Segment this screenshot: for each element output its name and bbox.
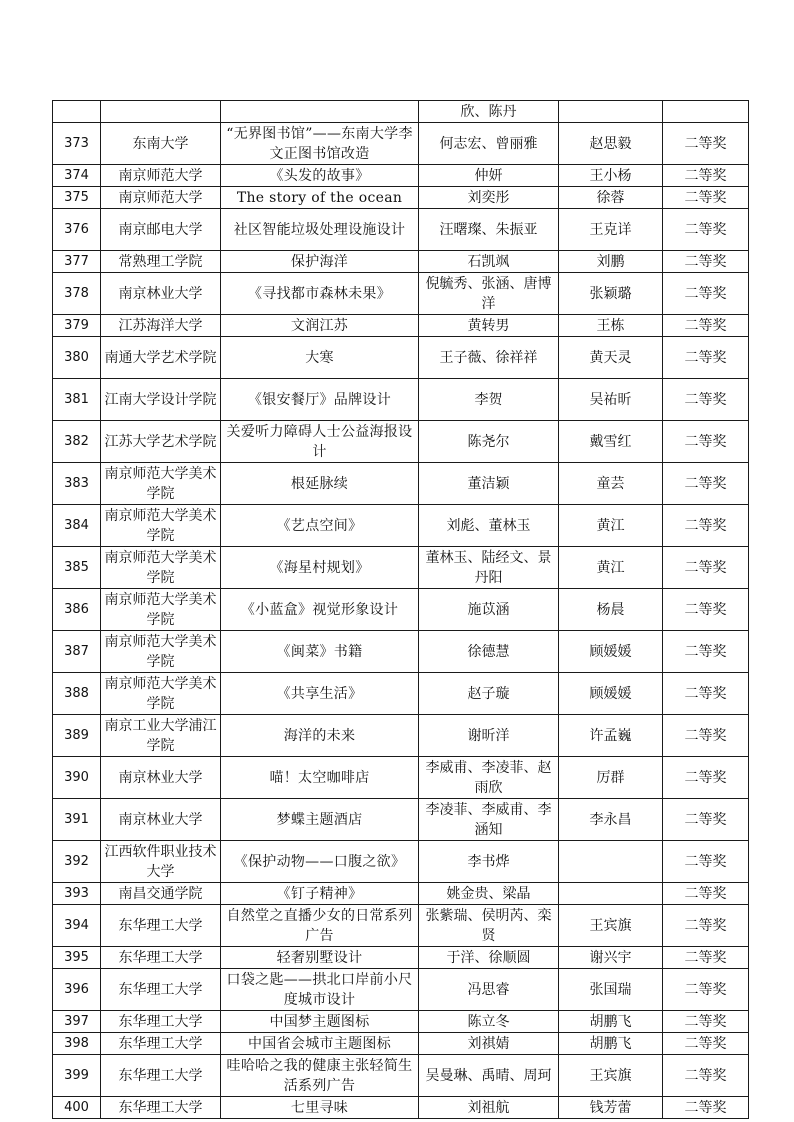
cell-school: 南京师范大学美术学院 <box>101 673 221 715</box>
cell-award: 二等奖 <box>663 187 749 209</box>
cell-advisor: 戴雪红 <box>559 421 663 463</box>
table-row <box>53 165 749 187</box>
cell-work-title: 《艺点空间》 <box>221 505 419 547</box>
cell-school: 江南大学设计学院 <box>101 379 221 421</box>
cell-number: 398 <box>53 1033 101 1055</box>
table-row <box>53 969 749 1011</box>
cell-number <box>53 101 101 123</box>
cell-work-title: 轻奢别墅设计 <box>221 947 419 969</box>
cell-school: 南京师范大学美术学院 <box>101 631 221 673</box>
table-row <box>53 1033 749 1055</box>
cell-work-title: 《共享生活》 <box>221 673 419 715</box>
cell-award: 二等奖 <box>663 883 749 905</box>
cell-authors: 李威甫、李凌菲、赵雨欣 <box>419 757 559 799</box>
cell-advisor: 童芸 <box>559 463 663 505</box>
cell-school: 南京师范大学美术学院 <box>101 463 221 505</box>
cell-school: 南京师范大学 <box>101 187 221 209</box>
cell-number: 395 <box>53 947 101 969</box>
cell-school: 江苏海洋大学 <box>101 315 221 337</box>
table-row <box>53 273 749 315</box>
table-row <box>53 505 749 547</box>
cell-number: 391 <box>53 799 101 841</box>
cell-authors: 于洋、徐顺圆 <box>419 947 559 969</box>
cell-work-title: 七里寻味 <box>221 1097 419 1119</box>
cell-school: 南京师范大学美术学院 <box>101 547 221 589</box>
cell-school: 东南大学 <box>101 123 221 165</box>
cell-award: 二等奖 <box>663 251 749 273</box>
cell-authors: 李贺 <box>419 379 559 421</box>
table-row <box>53 123 749 165</box>
cell-school: 东华理工大学 <box>101 1033 221 1055</box>
cell-award: 二等奖 <box>663 757 749 799</box>
cell-school: 南昌交通学院 <box>101 883 221 905</box>
cell-advisor: 顾媛媛 <box>559 673 663 715</box>
cell-school: 东华理工大学 <box>101 969 221 1011</box>
cell-school: 东华理工大学 <box>101 1011 221 1033</box>
cell-number: 390 <box>53 757 101 799</box>
table-row <box>53 799 749 841</box>
cell-award: 二等奖 <box>663 905 749 947</box>
cell-award: 二等奖 <box>663 673 749 715</box>
cell-work-title: 《海星村规划》 <box>221 547 419 589</box>
table-row <box>53 1097 749 1119</box>
cell-number: 387 <box>53 631 101 673</box>
cell-award: 二等奖 <box>663 165 749 187</box>
award-table <box>52 100 749 1119</box>
cell-number: 376 <box>53 209 101 251</box>
cell-work-title <box>221 101 419 123</box>
cell-advisor: 赵思毅 <box>559 123 663 165</box>
cell-number: 375 <box>53 187 101 209</box>
cell-award: 二等奖 <box>663 123 749 165</box>
cell-school <box>101 101 221 123</box>
table-row <box>53 905 749 947</box>
cell-number: 393 <box>53 883 101 905</box>
table-row <box>53 463 749 505</box>
cell-school: 南京师范大学美术学院 <box>101 589 221 631</box>
table-row-continued <box>53 101 749 123</box>
cell-number: 382 <box>53 421 101 463</box>
cell-school: 南京师范大学 <box>101 165 221 187</box>
cell-advisor: 谢兴宇 <box>559 947 663 969</box>
cell-authors: 仲妍 <box>419 165 559 187</box>
cell-authors: 何志宏、曾丽雅 <box>419 123 559 165</box>
cell-award: 二等奖 <box>663 947 749 969</box>
cell-work-title: 梦蝶主题酒店 <box>221 799 419 841</box>
cell-school: 南京林业大学 <box>101 757 221 799</box>
cell-number: 378 <box>53 273 101 315</box>
cell-authors: 倪毓秀、张涵、唐博洋 <box>419 273 559 315</box>
cell-authors: 刘祖航 <box>419 1097 559 1119</box>
cell-advisor: 王宾旗 <box>559 905 663 947</box>
cell-number: 373 <box>53 123 101 165</box>
cell-authors: 刘彪、董林玉 <box>419 505 559 547</box>
cell-school: 江苏大学艺术学院 <box>101 421 221 463</box>
cell-number: 379 <box>53 315 101 337</box>
cell-advisor: 杨晨 <box>559 589 663 631</box>
cell-school: 常熟理工学院 <box>101 251 221 273</box>
cell-award: 二等奖 <box>663 1011 749 1033</box>
table-row <box>53 379 749 421</box>
cell-school: 江西软件职业技术大学 <box>101 841 221 883</box>
cell-authors: 李书烨 <box>419 841 559 883</box>
cell-advisor: 黄江 <box>559 505 663 547</box>
cell-authors: 董林玉、陆经文、景丹阳 <box>419 547 559 589</box>
table-row <box>53 421 749 463</box>
cell-work-title: 《银安餐厅》品牌设计 <box>221 379 419 421</box>
table-row <box>53 883 749 905</box>
table-row <box>53 1011 749 1033</box>
cell-award: 二等奖 <box>663 209 749 251</box>
table-row <box>53 757 749 799</box>
cell-authors: 徐德慧 <box>419 631 559 673</box>
cell-advisor <box>559 883 663 905</box>
table-row <box>53 947 749 969</box>
cell-number: 385 <box>53 547 101 589</box>
table-row <box>53 841 749 883</box>
cell-advisor: 厉群 <box>559 757 663 799</box>
cell-authors: 赵子璇 <box>419 673 559 715</box>
cell-authors: 黄转男 <box>419 315 559 337</box>
cell-authors: 刘祺婧 <box>419 1033 559 1055</box>
cell-award: 二等奖 <box>663 337 749 379</box>
cell-number: 397 <box>53 1011 101 1033</box>
table-row <box>53 715 749 757</box>
table-row <box>53 187 749 209</box>
cell-authors: 谢昕洋 <box>419 715 559 757</box>
cell-award: 二等奖 <box>663 1055 749 1097</box>
table-row <box>53 251 749 273</box>
cell-award: 二等奖 <box>663 463 749 505</box>
cell-advisor: 刘鹏 <box>559 251 663 273</box>
cell-award: 二等奖 <box>663 1033 749 1055</box>
cell-number: 394 <box>53 905 101 947</box>
cell-work-title: 《小蓝盒》视觉形象设计 <box>221 589 419 631</box>
cell-work-title: 关爱听力障碍人士公益海报设计 <box>221 421 419 463</box>
table-row <box>53 1055 749 1097</box>
cell-school: 南京林业大学 <box>101 273 221 315</box>
cell-advisor: 王宾旗 <box>559 1055 663 1097</box>
cell-advisor <box>559 841 663 883</box>
cell-authors: 陈尧尔 <box>419 421 559 463</box>
cell-work-title: 自然堂之直播少女的日常系列广告 <box>221 905 419 947</box>
cell-work-title: 社区智能垃圾处理设施设计 <box>221 209 419 251</box>
cell-school: 南京工业大学浦江学院 <box>101 715 221 757</box>
cell-advisor: 钱芳蕾 <box>559 1097 663 1119</box>
cell-award: 二等奖 <box>663 969 749 1011</box>
cell-advisor: 王克详 <box>559 209 663 251</box>
cell-work-title: 大寒 <box>221 337 419 379</box>
cell-advisor: 张颖璐 <box>559 273 663 315</box>
table-row <box>53 547 749 589</box>
cell-work-title: 喵！太空咖啡店 <box>221 757 419 799</box>
cell-advisor: 胡鹏飞 <box>559 1011 663 1033</box>
cell-authors: 施苡涵 <box>419 589 559 631</box>
cell-work-title: 文润江苏 <box>221 315 419 337</box>
cell-authors: 姚金贵、梁晶 <box>419 883 559 905</box>
cell-number: 396 <box>53 969 101 1011</box>
cell-advisor: 顾媛媛 <box>559 631 663 673</box>
table-row <box>53 589 749 631</box>
table-row <box>53 673 749 715</box>
cell-school: 东华理工大学 <box>101 1097 221 1119</box>
table-row <box>53 337 749 379</box>
cell-advisor: 王栋 <box>559 315 663 337</box>
cell-advisor: 黄天灵 <box>559 337 663 379</box>
cell-number: 377 <box>53 251 101 273</box>
cell-number: 381 <box>53 379 101 421</box>
cell-authors: 李凌菲、李威甫、李涵知 <box>419 799 559 841</box>
table-row <box>53 631 749 673</box>
cell-number: 384 <box>53 505 101 547</box>
cell-work-title: 《保护动物——口腹之欲》 <box>221 841 419 883</box>
cell-authors: 张紫瑞、侯明芮、栾贤 <box>419 905 559 947</box>
cell-school: 南京师范大学美术学院 <box>101 505 221 547</box>
cell-authors: 汪曙璨、朱振亚 <box>419 209 559 251</box>
cell-authors: 陈立冬 <box>419 1011 559 1033</box>
cell-award: 二等奖 <box>663 715 749 757</box>
cell-work-title: “无界图书馆”——东南大学李文正图书馆改造 <box>221 123 419 165</box>
cell-authors: 董洁颖 <box>419 463 559 505</box>
cell-advisor: 李永昌 <box>559 799 663 841</box>
cell-advisor <box>559 101 663 123</box>
table-row <box>53 315 749 337</box>
cell-work-title: 保护海洋 <box>221 251 419 273</box>
cell-work-title: 中国梦主题图标 <box>221 1011 419 1033</box>
cell-number: 392 <box>53 841 101 883</box>
cell-award: 二等奖 <box>663 273 749 315</box>
cell-award: 二等奖 <box>663 421 749 463</box>
cell-number: 374 <box>53 165 101 187</box>
cell-advisor: 胡鹏飞 <box>559 1033 663 1055</box>
cell-work-title: 哇哈哈之我的健康主张轻简生活系列广告 <box>221 1055 419 1097</box>
cell-number: 386 <box>53 589 101 631</box>
cell-authors: 吴曼琳、禹晴、周珂 <box>419 1055 559 1097</box>
cell-school: 东华理工大学 <box>101 905 221 947</box>
award-table-body <box>53 101 749 1119</box>
table-row <box>53 209 749 251</box>
cell-advisor: 吴祐昕 <box>559 379 663 421</box>
cell-advisor: 许孟巍 <box>559 715 663 757</box>
cell-school: 东华理工大学 <box>101 947 221 969</box>
cell-work-title: 《钉子精神》 <box>221 883 419 905</box>
cell-number: 400 <box>53 1097 101 1119</box>
cell-authors: 欣、陈丹 <box>419 101 559 123</box>
cell-award: 二等奖 <box>663 1097 749 1119</box>
cell-award <box>663 101 749 123</box>
cell-work-title: 《寻找都市森林未果》 <box>221 273 419 315</box>
cell-award: 二等奖 <box>663 505 749 547</box>
cell-award: 二等奖 <box>663 799 749 841</box>
cell-advisor: 黄江 <box>559 547 663 589</box>
cell-number: 388 <box>53 673 101 715</box>
cell-number: 399 <box>53 1055 101 1097</box>
cell-work-title: 根延脉续 <box>221 463 419 505</box>
cell-number: 383 <box>53 463 101 505</box>
cell-authors: 刘奕彤 <box>419 187 559 209</box>
cell-work-title: 《头发的故事》 <box>221 165 419 187</box>
cell-award: 二等奖 <box>663 547 749 589</box>
cell-school: 南京邮电大学 <box>101 209 221 251</box>
cell-school: 南京林业大学 <box>101 799 221 841</box>
cell-work-title: 《闽菜》书籍 <box>221 631 419 673</box>
cell-work-title: 海洋的未来 <box>221 715 419 757</box>
cell-work-title: The story of the ocean <box>221 187 419 209</box>
cell-school: 东华理工大学 <box>101 1055 221 1097</box>
cell-award: 二等奖 <box>663 631 749 673</box>
cell-award: 二等奖 <box>663 379 749 421</box>
cell-school: 南通大学艺术学院 <box>101 337 221 379</box>
cell-award: 二等奖 <box>663 841 749 883</box>
cell-authors: 冯思睿 <box>419 969 559 1011</box>
cell-advisor: 王小杨 <box>559 165 663 187</box>
cell-number: 389 <box>53 715 101 757</box>
cell-advisor: 徐蓉 <box>559 187 663 209</box>
cell-work-title: 口袋之匙——拱北口岸前小尺度城市设计 <box>221 969 419 1011</box>
cell-number: 380 <box>53 337 101 379</box>
cell-advisor: 张国瑞 <box>559 969 663 1011</box>
cell-award: 二等奖 <box>663 589 749 631</box>
cell-work-title: 中国省会城市主题图标 <box>221 1033 419 1055</box>
cell-award: 二等奖 <box>663 315 749 337</box>
cell-authors: 石凯飒 <box>419 251 559 273</box>
cell-authors: 王子薇、徐祥祥 <box>419 337 559 379</box>
